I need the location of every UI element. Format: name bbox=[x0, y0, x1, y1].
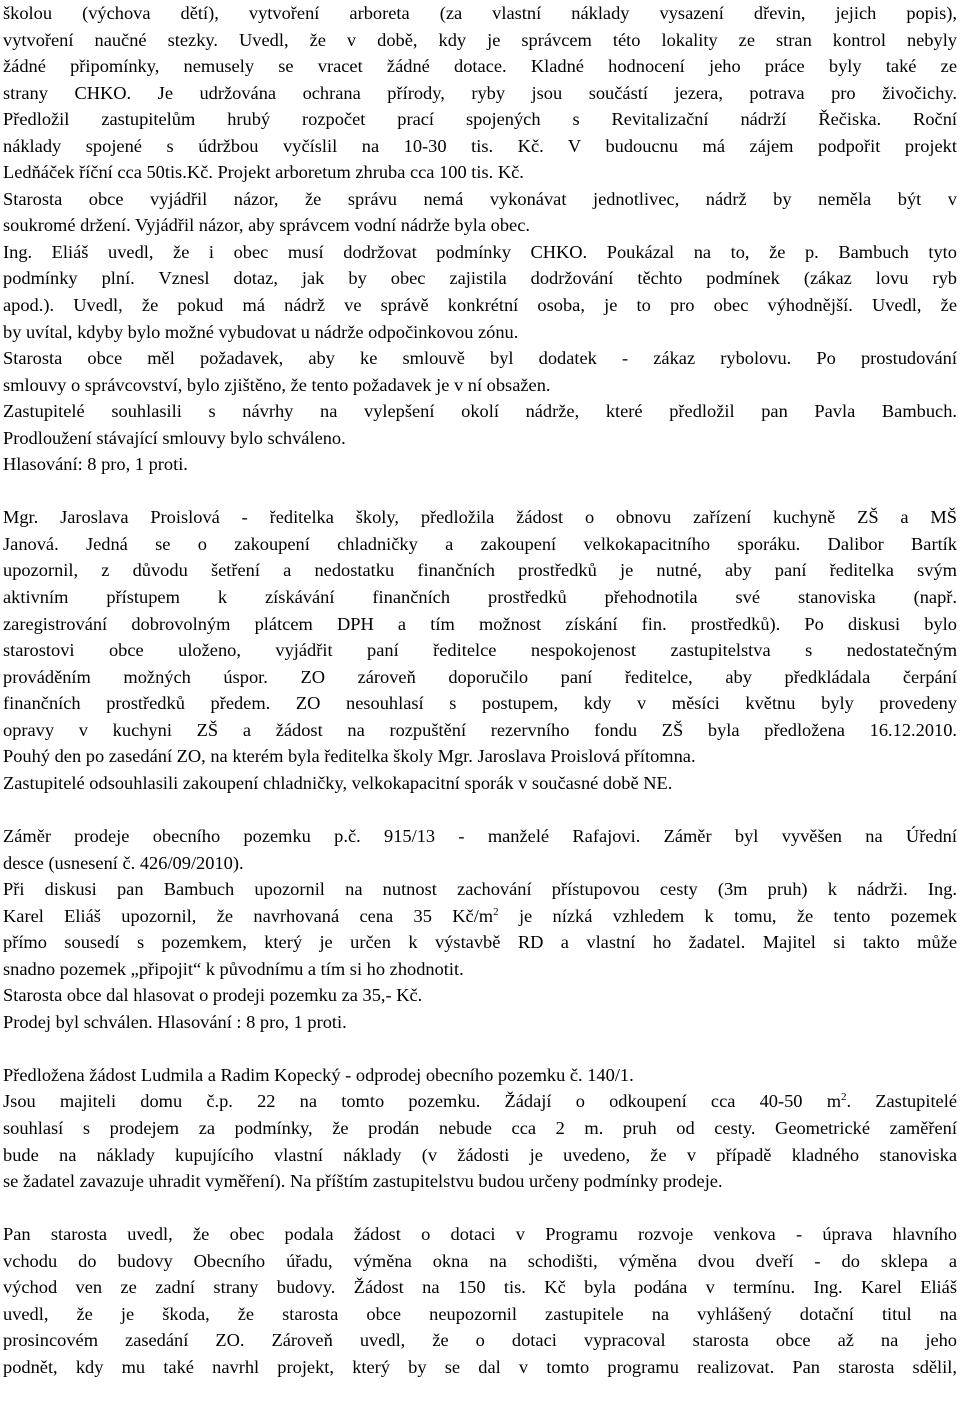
text-line: soukromé držení. Vyjádřil názor, aby správcem vodní nádrže byla obec. bbox=[3, 215, 530, 236]
text-line: bude na náklady kupujícího vlastní náklady (v žádosti je uvedeno, že v případě kladného stanoviska bbox=[3, 1144, 957, 1165]
text-line: smlouvy o správcovství, bylo zjištěno, že tento požadavek je v ní obsažen. bbox=[3, 374, 551, 395]
text-line: východ ven ze zadní strany budovy. Žádost na 150 tis. Kč byla podána v termínu. Ing. Karel Eliáš bbox=[3, 1277, 957, 1298]
text-line: opravy v kuchyni ZŠ a žádost na rozpuštění rezervního fondu ZŠ byla předložena 16.12.2010. bbox=[3, 719, 957, 740]
text-line: starostovi obce uloženo, vyjádřit paní ředitelce nespokojenost zastupitelstva s nedostatečným bbox=[3, 640, 957, 661]
text-line: Předložil zastupitelům hrubý rozpočet prací spojených s Revitalizační nádrží Řečiska. Roční bbox=[3, 109, 957, 130]
text-line: žádné připomínky, nemusely se vracet žádné dotace. Kladné hodnocení jeho práce byly také ze bbox=[3, 56, 957, 77]
text-line: strany CHKO. Je udržována ochrana přírody, ryby jsou součástí jezera, potrava pro živočichy. bbox=[3, 82, 957, 103]
text-line: podmínky plní. Vznesl dotaz, jak by obec zajistila dodržování těchto podmínek (zákaz lovu ryb bbox=[3, 268, 957, 289]
text-line: Při diskusi pan Bambuch upozornil na nutnost zachování přístupovou cesty (3m pruh) k nádrži. Ing. bbox=[3, 879, 957, 900]
text-line: Prodloužení stávající smlouvy bylo schváleno. bbox=[3, 427, 346, 448]
text-line: zaregistrování dobrovolným plátcem DPH a tím možnost získání fin. prostředků). Po diskusi bylo bbox=[3, 613, 957, 634]
text-line: Starosta obce vyjádřil názor, že správu nemá vykonávat jednotlivec, nádrž by neměla být v bbox=[3, 188, 957, 209]
text-segment: Karel Eliáš upozornil, že navrhovaná cena 35 Kč/m bbox=[3, 905, 494, 926]
text-line: se žadatel zavazuje uhradit vyměření). Na příštím zastupitelstvu budou určeny podmínky prodeje. bbox=[3, 1171, 723, 1192]
text-line: Zastupitelé souhlasili s návrhy na vylepšení okolí nádrže, které předložil pan Pavla Bambuch. bbox=[3, 401, 957, 422]
text-line: Ing. Eliáš uvedl, že i obec musí dodržovat podmínky CHKO. Poukázal na to, že p. Bambuch tyto bbox=[3, 241, 957, 262]
text-line: finančních prostředků předem. ZO nesouhlasí s postupem, kdy v měsíci květnu byly provedeny bbox=[3, 693, 957, 714]
text-line: Hlasování: 8 pro, 1 proti. bbox=[3, 454, 188, 475]
superscript: 2 bbox=[493, 905, 499, 918]
text-segment: . Zastupitelé bbox=[846, 1091, 957, 1112]
text-line: Starosta obce dal hlasovat o prodeji pozemku za 35,- Kč. bbox=[3, 985, 423, 1006]
paragraph-reservoir-report bbox=[3, 0, 957, 186]
text-line: Starosta obce měl požadavek, aby ke smlouvě byl dodatek - zákaz rybolovu. Po prostudování bbox=[3, 348, 957, 369]
text-line: souhlasí s prodejem za podmínky, že prodán nebude cca 2 m. pruh od cesty. Geometrické zaměření bbox=[3, 1117, 957, 1138]
text-segment: Jsou majiteli domu č.p. 22 na tomto pozemku. Žádají o odkoupení cca 40-50 m bbox=[3, 1091, 841, 1112]
paragraph-kitchen-decision bbox=[3, 770, 957, 797]
paragraph-contract-amendment bbox=[3, 345, 957, 398]
text-line: aktivním přístupem k získávání finančních prostředků přehodnotila své stanoviska (např. bbox=[3, 587, 957, 608]
text-line: Zastupitelé odsouhlasili zakoupení chladničky, velkokapacitní sporák v současné době NE. bbox=[3, 772, 673, 793]
paragraph-gap bbox=[3, 1035, 957, 1062]
text-line: desce (usnesení č. 426/09/2010). bbox=[3, 852, 244, 873]
text-line: prosincovém zasedání ZO. Zároveň uvedl, že o dotaci vypracoval starosta obce až na jeho bbox=[3, 1330, 957, 1351]
paragraph-land-sale-discussion bbox=[3, 876, 957, 982]
text-line: školou (výchova dětí), vytvoření arboreta (za vlastní náklady vysazení dřevin, jejich popis), bbox=[3, 3, 957, 23]
paragraph-contract-approval bbox=[3, 398, 957, 451]
vote-result bbox=[3, 451, 957, 478]
text-line-with-superscript bbox=[3, 903, 957, 930]
text-line: Ledňáček říční cca 50tis.Kč. Projekt arboretum zhruba cca 100 tis. Kč. bbox=[3, 162, 524, 183]
paragraph-kopecky-details bbox=[3, 1088, 957, 1194]
text-line: vchodu do budovy Obecního úřadu, výměna okna na schodišti, výměna dvou dveří - do sklepa a bbox=[3, 1250, 957, 1271]
vote-result bbox=[3, 1009, 957, 1036]
text-line: uvedl, že je škoda, že starosta obce neupozornil zastupitele na vyhlášený dotační titul na bbox=[3, 1303, 957, 1324]
text-line: vytvoření naučné stezky. Uvedl, že v době, kdy je správcem této lokality ze stran kontrol nebyly bbox=[3, 29, 957, 50]
paragraph-gap bbox=[3, 1195, 957, 1222]
text-line: Záměr prodeje obecního pozemku p.č. 915/13 - manželé Rafajovi. Záměr byl vyvěšen na Úřední bbox=[3, 825, 957, 846]
paragraph-elias-statement bbox=[3, 239, 957, 345]
paragraph-kopecky-request bbox=[3, 1062, 957, 1089]
paragraph-land-sale-vote-call bbox=[3, 982, 957, 1009]
paragraph-gap bbox=[3, 796, 957, 823]
text-segment: je nízká vzhledem k tomu, že tento pozemek bbox=[498, 905, 957, 926]
text-line: Mgr. Jaroslava Proislová - ředitelka školy, předložila žádost o obnovu zařízení kuchyně ZŠ a MŠ bbox=[3, 507, 957, 528]
text-line: Pouhý den po zasedání ZO, na kterém byla ředitelka školy Mgr. Jaroslava Proislová přítomna. bbox=[3, 746, 696, 767]
paragraph-school-kitchen bbox=[3, 504, 957, 769]
paragraph-rural-program-grant bbox=[3, 1221, 957, 1380]
paragraph-land-sale-intent bbox=[3, 823, 957, 876]
text-line: apod.). Uvedl, že pokud má nádrž ve správě konkrétní osoba, je to pro obec výhodnější. Uvedl, že bbox=[3, 295, 957, 316]
text-line: náklady spojené s údržbou vyčíslil na 10-30 tis. Kč. V budoucnu má zájem podpořit projekt bbox=[3, 135, 957, 156]
text-line: Pan starosta uvedl, že obec podala žádost o dotaci v Programu rozvoje venkova - úprava hlavního bbox=[3, 1224, 957, 1245]
text-line-with-superscript bbox=[3, 1088, 957, 1115]
paragraph-mayor-opinion bbox=[3, 186, 957, 239]
text-line: upozornil, z důvodu šetření a nedostatku finančních prostředků je nutné, aby paní ředitelka svým bbox=[3, 560, 957, 581]
text-line: Předložena žádost Ludmila a Radim Kopecký - odprodej obecního pozemku č. 140/1. bbox=[3, 1064, 634, 1085]
text-line: Janová. Jedná se o zakoupení chladničky a zakoupení velkokapacitního sporáku. Dalibor Bartík bbox=[3, 533, 957, 554]
paragraph-gap bbox=[3, 478, 957, 505]
superscript: 2 bbox=[841, 1091, 847, 1104]
text-line: Prodej byl schválen. Hlasování : 8 pro, 1 proti. bbox=[3, 1011, 347, 1032]
text-line: prováděním možných úspor. ZO zároveň doporučilo paní ředitelce, aby předkládala čerpání bbox=[3, 666, 957, 687]
text-line: podnět, kdy mu také navrhl projekt, který by se dal v tomto programu realizovat. Pan starosta sdělil, bbox=[3, 1356, 957, 1377]
text-line: přímo sousedí s pozemkem, který je určen k výstavbě RD a vlastní ho žadatel. Majitel si takto může bbox=[3, 932, 957, 953]
text-line: snadno pozemek „připojit“ k původnímu a tím si ho zhodnotit. bbox=[3, 958, 464, 979]
text-line: by uvítal, kdyby bylo možné vybudovat u nádrže odpočinkovou zónu. bbox=[3, 321, 519, 342]
